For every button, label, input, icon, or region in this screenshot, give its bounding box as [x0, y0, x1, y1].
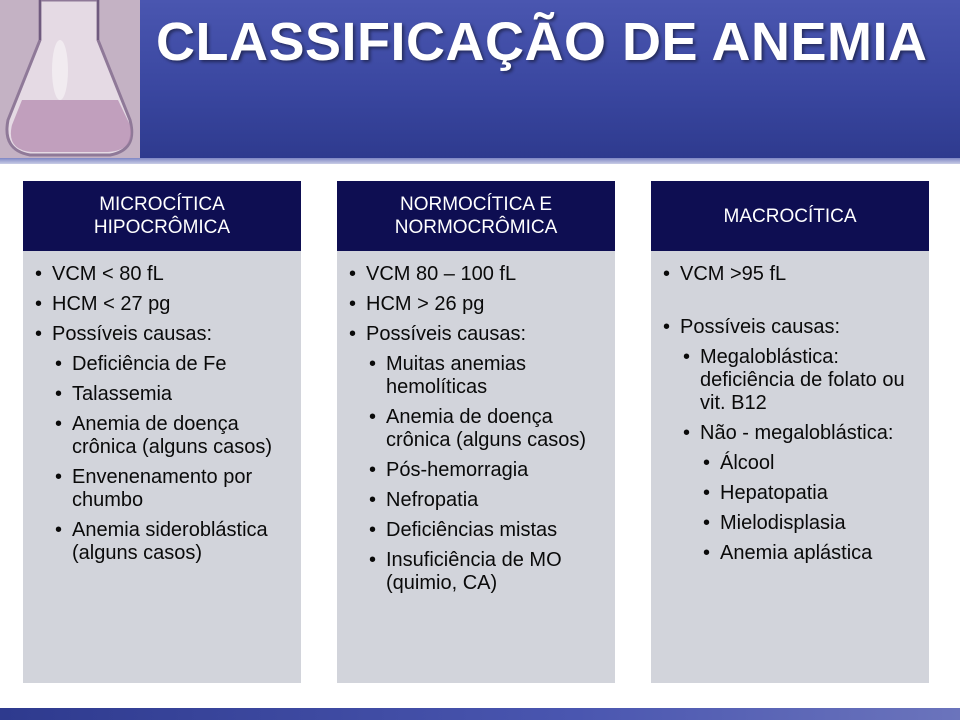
list-item: • Pós-hemorragia — [345, 459, 605, 482]
list-item: • VCM >95 fL — [659, 263, 919, 286]
column-macrocitica — [651, 181, 929, 683]
list-item: • Nefropatia — [345, 489, 605, 512]
list-item: • Anemia sideroblástica (alguns casos) — [31, 519, 291, 565]
column-heading: MACROCÍTICA — [651, 181, 929, 251]
list-item: • Megaloblástica: deficiência de folato ou vit. B12 — [659, 346, 919, 415]
column-list — [659, 263, 919, 565]
column-list — [31, 263, 291, 565]
column-list — [345, 263, 605, 595]
list-item: • Hepatopatia — [659, 482, 919, 505]
column-microcitica — [23, 181, 301, 683]
column-heading: MICROCÍTICA HIPOCRÔMICA — [23, 181, 301, 251]
flask-icon — [0, 0, 140, 160]
list-item: • Possíveis causas: — [659, 316, 919, 339]
list-item: • Muitas anemias hemolíticas — [345, 353, 605, 399]
list-item: • Deficiência de Fe — [31, 353, 291, 376]
list-item: • HCM > 26 pg — [345, 293, 605, 316]
footer-bar — [0, 708, 960, 720]
list-item: • Possíveis causas: — [345, 323, 605, 346]
list-item: • Possíveis causas: — [31, 323, 291, 346]
list-item: • Envenenamento por chumbo — [31, 466, 291, 512]
list-item: • Anemia de doença crônica (alguns casos) — [31, 413, 291, 459]
list-item: • VCM < 80 fL — [31, 263, 291, 286]
header-divider — [0, 158, 960, 164]
list-item: • Álcool — [659, 452, 919, 475]
list-item: • Deficiências mistas — [345, 519, 605, 542]
list-item: • Talassemia — [31, 383, 291, 406]
column-normocitica — [337, 181, 615, 683]
list-item: • Não - megaloblástica: — [659, 422, 919, 445]
column-heading: NORMOCÍTICA E NORMOCRÔMICA — [337, 181, 615, 251]
list-item: • Mielodisplasia — [659, 512, 919, 535]
list-item: • Anemia de doença crônica (alguns casos) — [345, 406, 605, 452]
list-item: • Insuficiência de MO (quimio, CA) — [345, 549, 605, 595]
list-item: • VCM 80 – 100 fL — [345, 263, 605, 286]
list-item: • HCM < 27 pg — [31, 293, 291, 316]
list-item: • Anemia aplástica — [659, 542, 919, 565]
page-title: CLASSIFICAÇÃO DE ANEMIA — [156, 12, 928, 72]
header-banner — [0, 0, 960, 160]
